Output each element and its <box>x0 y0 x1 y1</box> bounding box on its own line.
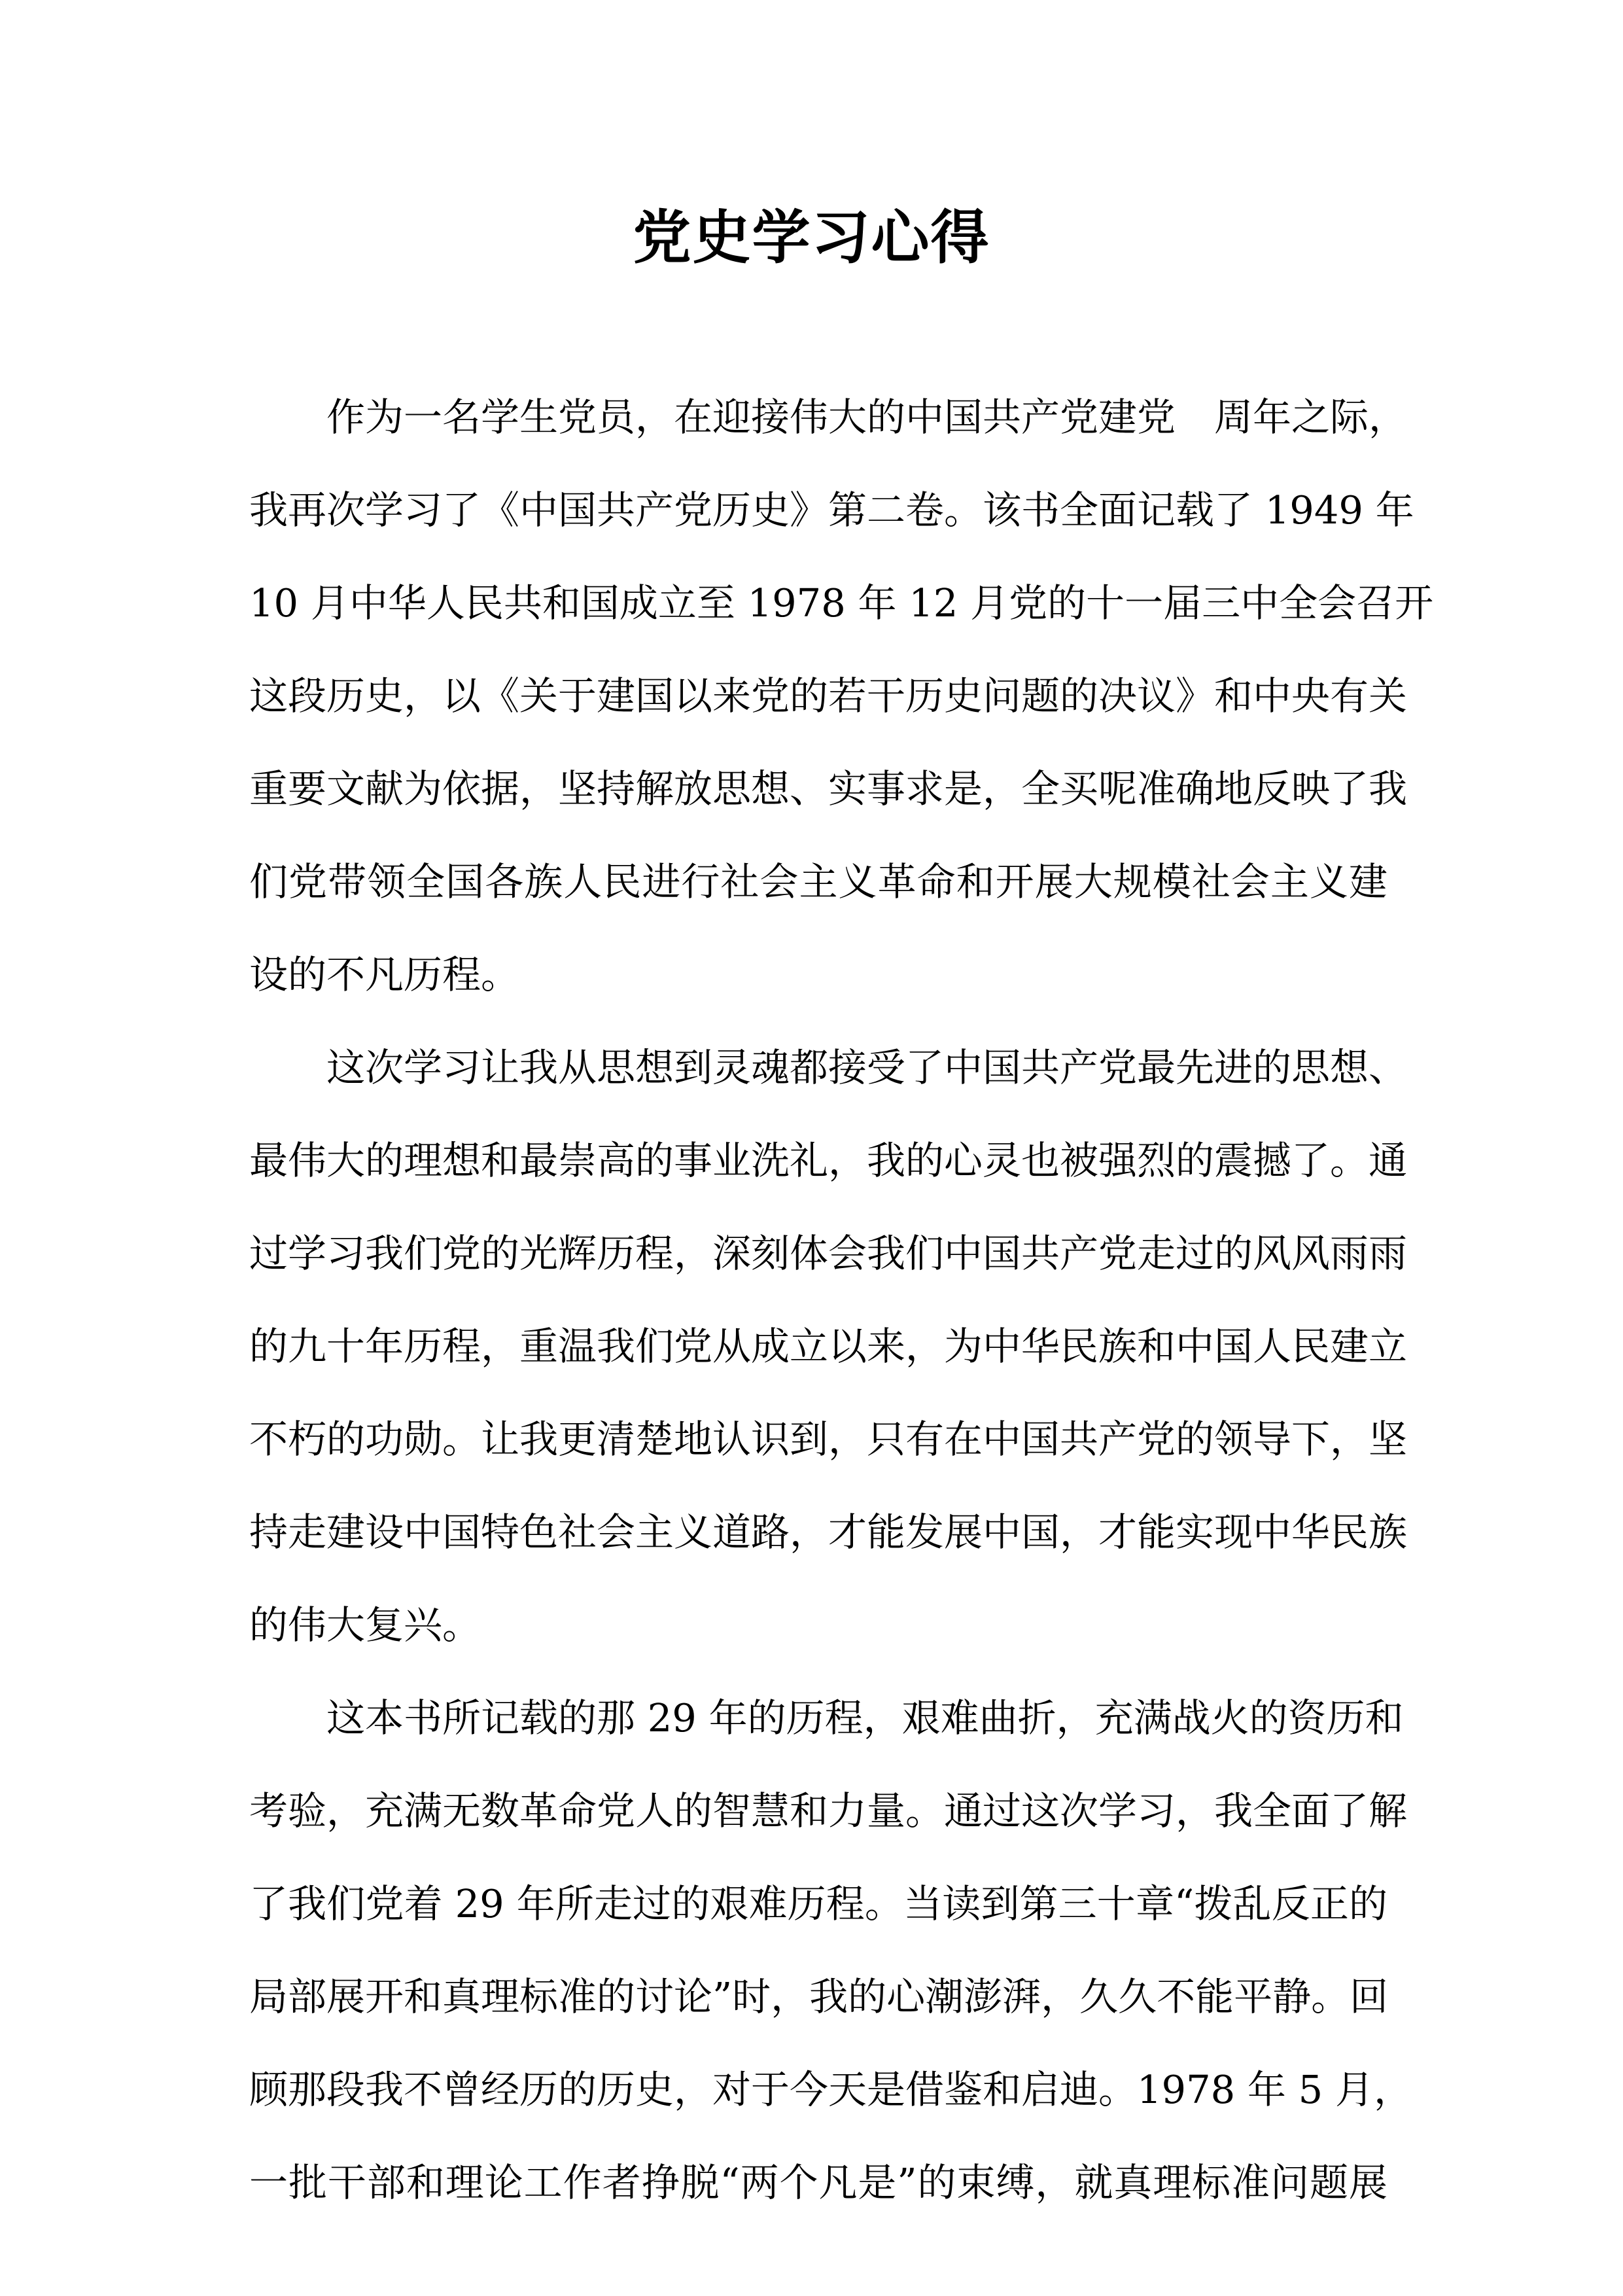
paragraph-line: 10 月中华人民共和国成立至 1978 年 12 月党的十一届三中全会召开 <box>249 580 1434 626</box>
paragraph-line: 了我们党着 29 年所走过的艰难历程。当读到第三十章“拨乱反正的 <box>249 1881 1387 1926</box>
paragraph-line: 设的不凡历程。 <box>249 952 520 997</box>
paragraph-line: 这次学习让我从思想到灵魂都接受了中国共产党最先进的思想、 <box>326 1045 1408 1090</box>
paragraph-line: 的伟大复兴。 <box>249 1602 481 1648</box>
paragraph-line: 作为一名学生党员，在迎接伟大的中国共产党建党 周年之际， <box>326 395 1408 440</box>
paragraph-line: 持走建设中国特色社会主义道路，才能发展中国，才能实现中华民族 <box>249 1510 1408 1555</box>
paragraph-line: 重要文献为依据，坚持解放思想、实事求是，全买呢准确地反映了我 <box>249 766 1408 811</box>
paragraph-line: 的九十年历程，重温我们党从成立以来，为中华民族和中国人民建立 <box>249 1324 1408 1369</box>
paragraph-line: 局部展开和真理标准的讨论”时，我的心潮澎湃，久久不能平静。回 <box>249 1974 1389 2019</box>
paragraph-1 <box>249 371 1434 1021</box>
paragraph-line: 不朽的功勋。让我更清楚地认识到，只有在中国共产党的领导下，坚 <box>249 1417 1408 1462</box>
paragraph-line: 最伟大的理想和最崇高的事业洗礼，我的心灵也被强烈的震撼了。通 <box>249 1138 1408 1183</box>
paragraph-3 <box>249 1672 1412 2229</box>
document-title: 党史学习心得 <box>633 203 990 272</box>
paragraph-2 <box>249 1021 1408 1672</box>
paragraph-line: 这本书所记载的那 29 年的历程，艰难曲折，充满战火的资历和 <box>326 1695 1404 1740</box>
document-body <box>249 371 1434 2229</box>
paragraph-line: 顾那段我不曾经历的历史，对于今天是借鉴和启迪。1978 年 5 月， <box>249 2067 1412 2112</box>
paragraph-line: 一批干部和理论工作者挣脱“两个凡是”的束缚，就真理标准问题展 <box>249 2160 1387 2205</box>
paragraph-line: 考验，充满无数革命党人的智慧和力量。通过这次学习，我全面了解 <box>249 1788 1408 1833</box>
paragraph-line: 过学习我们党的光辉历程，深刻体会我们中国共产党走过的风风雨雨 <box>249 1231 1408 1276</box>
paragraph-line: 这段历史，以《关于建国以来党的若干历史问题的决议》和中央有关 <box>249 673 1408 718</box>
paragraph-line: 我再次学习了《中国共产党历史》第二卷。该书全面记载了 1949 年 <box>249 487 1414 533</box>
paragraph-line: 们党带领全国各族人民进行社会主义革命和开展大规模社会主义建 <box>249 859 1387 904</box>
